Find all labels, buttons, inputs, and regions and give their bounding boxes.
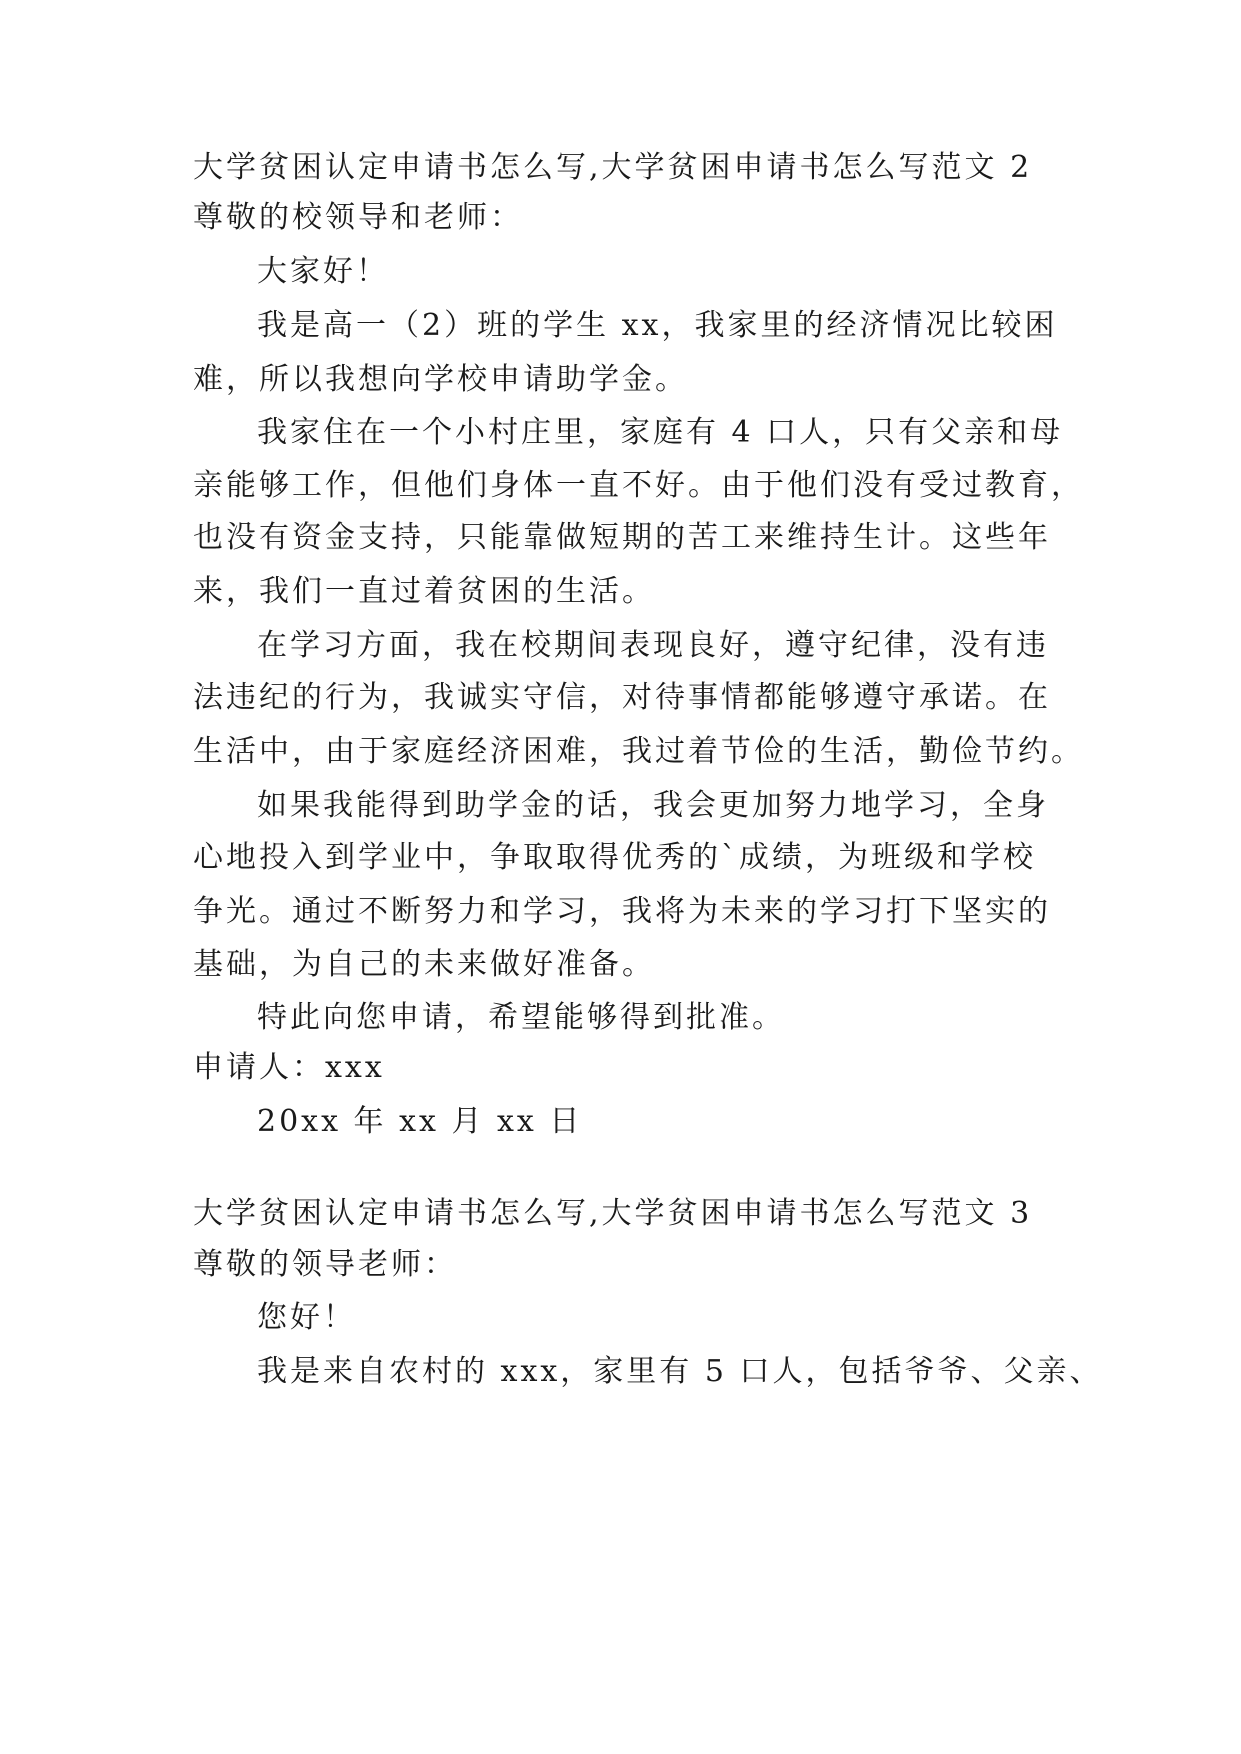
section-2-paragraph-4-line: 争光。通过不断努力和学习，我将为未来的学习打下坚实的 (193, 894, 1051, 929)
section-3-title: 大学贫困认定申请书怎么写,大学贫困申请书怎么写范文 3 (193, 1196, 1033, 1231)
section-2-paragraph-2-line: 来，我们一直过着贫困的生活。 (193, 574, 655, 609)
section-2-paragraph-4-line: 基础，为自己的未来做好准备。 (193, 947, 655, 982)
section-2-date: 20xx 年 xx 月 xx 日 (257, 1104, 583, 1139)
section-2-paragraph-3-line: 生活中，由于家庭经济困难，我过着节俭的生活，勤俭节约。 (193, 734, 1084, 769)
section-2-salutation: 尊敬的校领导和老师： (193, 200, 523, 235)
section-2-applicant: 申请人：xxx (193, 1050, 385, 1085)
section-2-title: 大学贫困认定申请书怎么写,大学贫困申请书怎么写范文 2 (193, 150, 1033, 185)
section-2-greeting: 大家好！ (257, 254, 389, 289)
section-2-paragraph-1-line: 我是高一（2）班的学生 xx，我家里的经济情况比较困 (257, 308, 1058, 343)
section-2-paragraph-3-line: 在学习方面，我在校期间表现良好，遵守纪律，没有违 (257, 628, 1049, 663)
section-2-paragraph-2-line: 我家住在一个小村庄里，家庭有 4 口人，只有父亲和母 (257, 415, 1064, 450)
section-3-salutation: 尊敬的领导老师： (193, 1247, 457, 1282)
section-2-paragraph-2-line: 也没有资金支持，只能靠做短期的苦工来维持生计。这些年 (193, 520, 1051, 555)
section-2-paragraph-1-line: 难，所以我想向学校申请助学金。 (193, 362, 688, 397)
section-3-paragraph-1-line: 我是来自农村的 xxx，家里有 5 口人，包括爷爷、父亲、 (257, 1354, 1103, 1389)
section-2-closing: 特此向您申请，希望能够得到批准。 (257, 1000, 785, 1035)
section-3-greeting: 您好！ (257, 1300, 356, 1335)
section-2-paragraph-4-line: 心地投入到学业中，争取取得优秀的`成绩，为班级和学校 (193, 840, 1036, 875)
section-2-paragraph-3-line: 法违纪的行为，我诚实守信，对待事情都能够遵守承诺。在 (193, 680, 1051, 715)
section-2-paragraph-4-line: 如果我能得到助学金的话，我会更加努力地学习，全身 (257, 788, 1049, 823)
section-2-paragraph-2-line: 亲能够工作，但他们身体一直不好。由于他们没有受过教育， (193, 468, 1084, 503)
